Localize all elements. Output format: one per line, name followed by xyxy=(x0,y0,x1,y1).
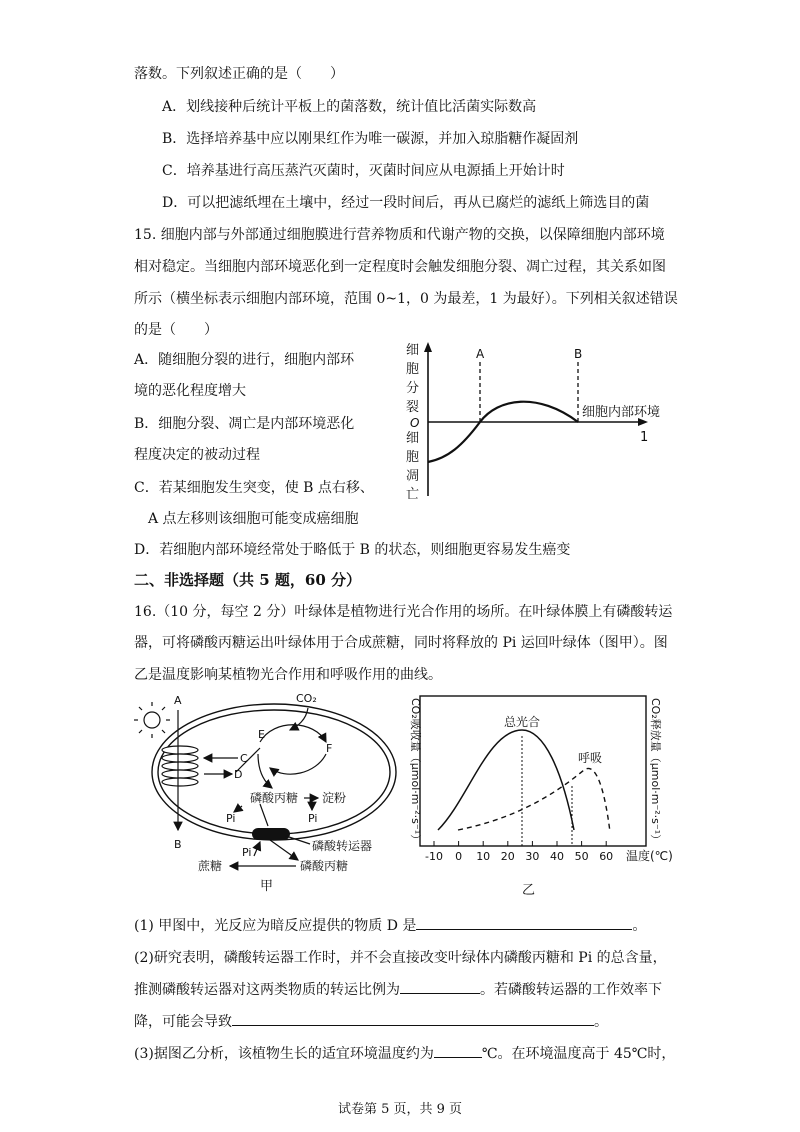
q16-sub-2-line-1: (2)研究表明，磷酸转运器工作时，并不会直接改变叶绿体内磷酸丙糖和 Pi 的总含量， xyxy=(134,950,667,966)
jia-label-c: C xyxy=(240,752,248,765)
section-2-heading: 二、非选择题（共 5 题，60 分） xyxy=(134,571,361,589)
q16-stem-line-1: 16.（10 分，每空 2 分）叶绿体是植物进行光合作用的场所。在叶绿体膜上有磷酸转运 xyxy=(134,604,673,620)
x-tick-label: 60 xyxy=(599,850,614,863)
jia-label-b: B xyxy=(174,838,182,851)
q15-option-d: D．若细胞内部环境经常处于略低于 B 的状态，则细胞更容易发生癌变 xyxy=(134,542,571,558)
q15-stem-line-1: 15. 细胞内部与外部通过细胞膜进行营养物质和代谢产物的交换，以保障细胞内部环境 xyxy=(134,227,665,243)
thylakoid-stack-icon xyxy=(162,746,198,786)
q16-sub-2-line-2 xyxy=(134,980,662,1000)
transporter-icon xyxy=(252,828,290,840)
jia-label-f: F xyxy=(326,742,333,755)
q16-figure-jia xyxy=(130,688,400,898)
q14-option-c: C．培养基进行高压蒸汽灭菌时，灭菌时间应从电源插上开始计时 xyxy=(162,163,565,179)
q16-sub-2-line-3 xyxy=(134,1012,608,1032)
q16-sub-3-line xyxy=(134,1044,675,1064)
yi-photo-label: 总光合 xyxy=(504,715,541,729)
respiration-curve xyxy=(458,768,610,832)
jia-label-pi-out: Pi xyxy=(242,846,252,859)
q15-figure xyxy=(398,338,668,500)
q15-y-lower-4: 亡 xyxy=(406,487,420,500)
q16-sub-1-pre: (1) 甲图中，光反应为暗反应提供的物质 D 是 xyxy=(134,918,417,934)
q16-stem-line-2: 器，可将磷酸丙糖运出叶绿体用于合成蔗糖，同时将释放的 Pi 运回叶绿体（图甲）。图 xyxy=(134,635,668,651)
q16-sub-4-post: ℃。在环境温度高于 45℃时， xyxy=(481,1046,676,1062)
q15-stem-line-3: 所示（横坐标表示细胞内部环境，范围 0~1，0 为最差，1 为最好）。下列相关叙述错误 xyxy=(134,291,678,307)
q15-label-b: B xyxy=(574,347,583,361)
q16-sub-1-post: 。 xyxy=(632,918,647,934)
q16-sub-2-pre: 推测磷酸转运器对这两类物质的转运比例为 xyxy=(134,982,400,998)
x-tick-label: -10 xyxy=(425,850,443,863)
q15-y-upper-1: 细 xyxy=(406,343,420,358)
q16-sub-1 xyxy=(134,916,646,936)
jia-label-triose-out: 磷酸丙糖 xyxy=(300,859,349,873)
jia-caption: 甲 xyxy=(260,879,274,894)
q15-stem-line-4: 的是（ ） xyxy=(134,322,218,338)
x-tick-label: 50 xyxy=(574,850,589,863)
yi-y-left-label: CO₂吸收量（μmol·m⁻²·s⁻¹） xyxy=(409,698,422,846)
q15-label-a: A xyxy=(476,347,485,361)
q14-option-d: D．可以把滤纸埋在土壤中，经过一段时间后，再从已腐烂的滤纸上筛选目的菌 xyxy=(162,195,650,211)
q16-blank-1[interactable] xyxy=(416,916,632,930)
x-tick-label: 10 xyxy=(476,850,491,863)
sun-icon xyxy=(134,702,170,738)
x-tick-label: 0 xyxy=(455,850,463,863)
yi-x-label: 温度(℃) xyxy=(626,849,673,863)
q16-sub-2-post: 。若磷酸转运器的工作效率下 xyxy=(480,982,662,998)
q15-option-b-line-1: B．细胞分裂、凋亡是内部环境恶化 xyxy=(134,416,355,432)
q16-sub-3-pre: 降，可能会导致 xyxy=(134,1014,232,1030)
jia-label-transporter: 磷酸转运器 xyxy=(312,839,373,853)
q15-option-c-line-2: A 点左移则该细胞可能变成癌细胞 xyxy=(148,511,359,527)
jia-label-pi-in-2: Pi xyxy=(308,812,318,825)
jia-label-d: D xyxy=(234,768,243,781)
yi-caption: 乙 xyxy=(522,883,536,898)
q15-option-b-line-2: 程度决定的被动过程 xyxy=(134,447,260,463)
q15-option-a-line-2: 境的恶化程度增大 xyxy=(134,383,246,399)
q15-option-c-line-1: C．若某细胞发生突变，使 B 点右移、 xyxy=(134,480,374,496)
q15-x-end: 1 xyxy=(640,430,649,445)
x-tick-label: 40 xyxy=(550,850,564,863)
x-tick-label: 20 xyxy=(500,850,515,863)
q14-option-a: A．划线接种后统计平板上的菌落数，统计值比活菌实际数高 xyxy=(162,99,537,115)
q14-stem-tail: 落数。下列叙述正确的是（ ） xyxy=(134,66,344,82)
q16-blank-4[interactable] xyxy=(434,1044,482,1058)
yi-y-right-label: CO₂释放量（μmol·m⁻²·s⁻¹） xyxy=(649,698,662,846)
q15-y-lower-3: 凋 xyxy=(406,469,420,484)
x-tick-label: 30 xyxy=(525,850,540,863)
q15-option-a-line-1: A．随细胞分裂的进行，细胞内部环 xyxy=(134,352,355,368)
q15-y-lower-2: 胞 xyxy=(406,450,420,465)
q15-y-upper-4: 裂 xyxy=(406,400,420,415)
q15-origin-label: O xyxy=(410,416,420,430)
q15-y-upper-2: 胞 xyxy=(406,362,420,377)
q16-figure-yi xyxy=(398,690,690,902)
jia-label-sucrose: 蔗糖 xyxy=(198,859,223,873)
jia-label-e: E xyxy=(258,728,265,741)
q16-stem-line-3: 乙是温度影响某植物光合作用和呼吸作用的曲线。 xyxy=(134,667,442,683)
q15-y-upper-3: 分 xyxy=(406,381,420,396)
jia-label-triose-in: 磷酸丙糖 xyxy=(250,791,299,805)
jia-label-starch: 淀粉 xyxy=(322,791,347,805)
photosynthesis-curve xyxy=(438,730,574,830)
jia-label-co2: CO₂ xyxy=(296,692,317,705)
q14-option-b: B．选择培养基中应以刚果红作为唯一碳源，并加入琼脂糖作凝固剂 xyxy=(162,131,579,147)
q16-blank-3[interactable] xyxy=(232,1012,594,1026)
yi-resp-label: 呼吸 xyxy=(578,751,603,765)
q16-blank-2[interactable] xyxy=(400,980,480,994)
q15-x-label: 细胞内部环境 xyxy=(582,405,661,420)
jia-label-a: A xyxy=(174,694,182,707)
q16-sub-4-pre: (3)据图乙分析，该植物生长的适宜环境温度约为 xyxy=(134,1046,434,1062)
page-footer: 试卷第 5 页，共 9 页 xyxy=(337,1102,463,1117)
q15-y-lower-1: 细 xyxy=(406,431,420,446)
q15-stem-line-2: 相对稳定。当细胞内部环境恶化到一定程度时会触发细胞分裂、凋亡过程，其关系如图 xyxy=(134,259,666,275)
jia-label-pi-in-1: Pi xyxy=(226,812,236,825)
q16-sub-3-post: 。 xyxy=(594,1014,608,1030)
